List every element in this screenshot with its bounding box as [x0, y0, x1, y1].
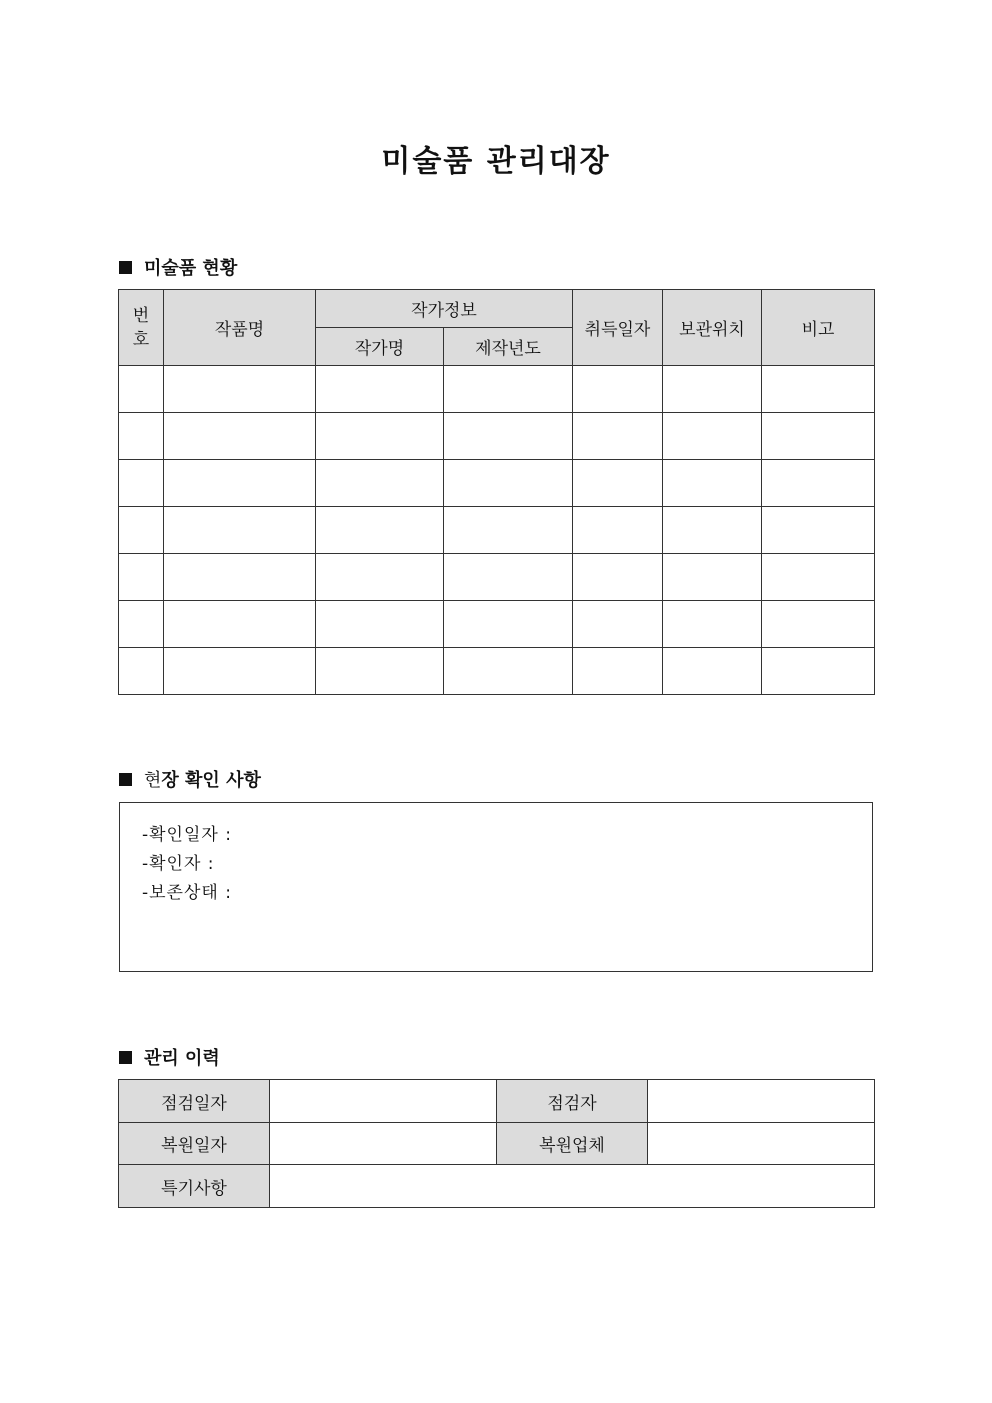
- header-acquired-date: 취득일자: [573, 290, 663, 366]
- cell-artist-name[interactable]: [316, 507, 444, 554]
- cell-acquired-date[interactable]: [573, 366, 663, 413]
- section-heading-artworks: [119, 254, 237, 280]
- cell-artist-name[interactable]: [316, 554, 444, 601]
- label-restore-date: 복원일자: [119, 1123, 270, 1165]
- label-check-date: 점검일자: [119, 1080, 270, 1123]
- cell-artist-name[interactable]: [316, 413, 444, 460]
- cell-remarks[interactable]: [762, 507, 875, 554]
- inspection-date-line: -확인일자 :: [142, 825, 232, 845]
- cell-year[interactable]: [444, 507, 573, 554]
- cell-work-name[interactable]: [164, 507, 316, 554]
- cell-work-name[interactable]: [164, 460, 316, 507]
- table-row: [119, 366, 875, 413]
- section-heading-inspection-label: 장 확인 사항: [161, 770, 261, 791]
- cell-work-name[interactable]: [164, 413, 316, 460]
- section-heading-history: [119, 1044, 220, 1070]
- section-heading-history-label: 관리 이력: [144, 1048, 220, 1069]
- cell-remarks[interactable]: [762, 366, 875, 413]
- cell-number[interactable]: [119, 366, 164, 413]
- cell-year[interactable]: [444, 460, 573, 507]
- cell-remarks[interactable]: [762, 648, 875, 695]
- cell-work-name[interactable]: [164, 366, 316, 413]
- cell-number[interactable]: [119, 554, 164, 601]
- cell-location[interactable]: [663, 366, 762, 413]
- cell-artist-name[interactable]: [316, 601, 444, 648]
- cell-remarks[interactable]: [762, 413, 875, 460]
- cell-location[interactable]: [663, 413, 762, 460]
- cell-year[interactable]: [444, 648, 573, 695]
- cell-artist-name[interactable]: [316, 460, 444, 507]
- cell-number[interactable]: [119, 601, 164, 648]
- inspection-box[interactable]: [119, 802, 873, 972]
- cell-acquired-date[interactable]: [573, 507, 663, 554]
- table-row: [119, 648, 875, 695]
- history-table: [118, 1079, 875, 1208]
- cell-number[interactable]: [119, 460, 164, 507]
- document-title: 미술품 관리대장: [381, 144, 611, 179]
- header-artist-name: 작가명: [316, 328, 444, 366]
- square-bullet-icon: [119, 1051, 132, 1064]
- section-heading-artworks-label: 미술품 현황: [144, 258, 238, 279]
- inspector-line: -확인자 :: [142, 854, 215, 874]
- header-number-bottom: 호: [132, 329, 150, 350]
- section-heading-inspection: [119, 766, 261, 792]
- cell-number[interactable]: [119, 507, 164, 554]
- header-number-top: 번: [132, 305, 150, 326]
- cell-acquired-date[interactable]: [573, 648, 663, 695]
- table-row: [119, 601, 875, 648]
- value-inspector[interactable]: [648, 1080, 875, 1123]
- cell-year[interactable]: [444, 601, 573, 648]
- cell-acquired-date[interactable]: [573, 413, 663, 460]
- cell-work-name[interactable]: [164, 648, 316, 695]
- cell-work-name[interactable]: [164, 601, 316, 648]
- cell-number[interactable]: [119, 648, 164, 695]
- cell-year[interactable]: [444, 413, 573, 460]
- cell-work-name[interactable]: [164, 554, 316, 601]
- cell-acquired-date[interactable]: [573, 601, 663, 648]
- cell-year[interactable]: [444, 554, 573, 601]
- cell-remarks[interactable]: [762, 601, 875, 648]
- label-inspector: 점검자: [497, 1080, 648, 1123]
- cell-location[interactable]: [663, 648, 762, 695]
- header-year: 제작년도: [444, 328, 573, 366]
- square-bullet-icon: [119, 773, 132, 786]
- table-row: [119, 413, 875, 460]
- cell-location[interactable]: [663, 507, 762, 554]
- section-heading-inspection-prefix: 현: [144, 770, 162, 791]
- cell-remarks[interactable]: [762, 554, 875, 601]
- header-number: [119, 290, 164, 366]
- artworks-table: [118, 289, 875, 695]
- table-row: [119, 507, 875, 554]
- cell-acquired-date[interactable]: [573, 554, 663, 601]
- label-notes: 특기사항: [119, 1165, 270, 1208]
- cell-location[interactable]: [663, 601, 762, 648]
- header-location: 보관위치: [663, 290, 762, 366]
- header-work-name: 작품명: [164, 290, 316, 366]
- cell-artist-name[interactable]: [316, 648, 444, 695]
- cell-acquired-date[interactable]: [573, 460, 663, 507]
- label-restore-company: 복원업체: [497, 1123, 648, 1165]
- value-notes[interactable]: [270, 1165, 875, 1208]
- cell-location[interactable]: [663, 554, 762, 601]
- header-remarks: 비고: [762, 290, 875, 366]
- preservation-status-line: -보존상태 :: [142, 883, 232, 903]
- cell-location[interactable]: [663, 460, 762, 507]
- table-row: [119, 460, 875, 507]
- cell-number[interactable]: [119, 413, 164, 460]
- cell-artist-name[interactable]: [316, 366, 444, 413]
- square-bullet-icon: [119, 261, 132, 274]
- table-row: [119, 554, 875, 601]
- cell-year[interactable]: [444, 366, 573, 413]
- value-restore-company[interactable]: [648, 1123, 875, 1165]
- header-artist-info: 작가정보: [316, 290, 573, 328]
- value-restore-date[interactable]: [270, 1123, 497, 1165]
- cell-remarks[interactable]: [762, 460, 875, 507]
- value-check-date[interactable]: [270, 1080, 497, 1123]
